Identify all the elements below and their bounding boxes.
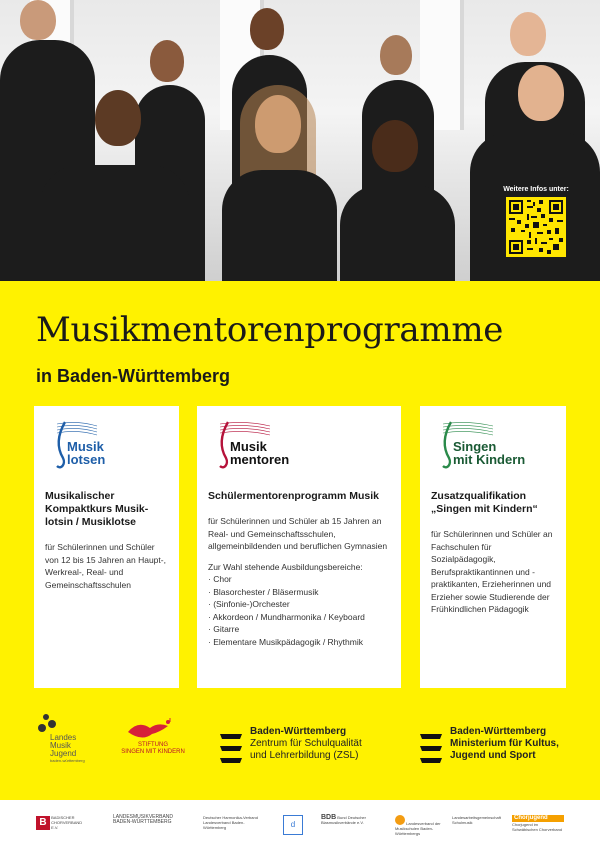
card-text: für Schülerinnen und Schüler von 12 bis 15 Jahren an Haupt-, Werkreal-, Real- und Gemeinschaftsschulen xyxy=(45,542,166,590)
list-item: · Chor xyxy=(208,573,390,586)
sun-icon xyxy=(395,815,405,825)
lmj-line: Landes xyxy=(50,733,77,742)
zsl-line: Baden-Württemberg xyxy=(250,726,347,737)
logo-line: mentoren xyxy=(230,452,290,467)
page-subtitle: in Baden-Württemberg xyxy=(36,366,231,386)
stiftung-line: SINGEN MIT KINDERN xyxy=(121,749,185,755)
singer-head xyxy=(510,12,546,56)
zsl-line: Zentrum für Schulqualität xyxy=(250,738,362,749)
footer-logo-label: Landesarbeitsgemeinschaft Schulmusik xyxy=(452,815,501,825)
musiklotsen-logo-text xyxy=(67,440,105,466)
footer-logo-label: Deutscher Harmonika-Verband Landesverband Baden-Württemberg xyxy=(203,815,258,830)
bdb-logo: BDB Bund Deutscher Blasmusikverbände e.V. xyxy=(321,814,366,825)
card-text: für Schülerinnen und Schüler ab 15 Jahren an Real- und Gemeinschaftsschulen, allgemeinbildenden und beruflichen Gymnasien xyxy=(208,516,388,551)
list-item: · (Sinfonie-)Orchester xyxy=(208,598,390,611)
page-title: Musikmentorenprogramme xyxy=(36,310,504,350)
training-areas-list xyxy=(208,573,390,648)
zsl-line: und Lehrerbildung (ZSL) xyxy=(250,750,359,761)
lmj-line: Jugend xyxy=(50,749,77,758)
logo-line: Musik xyxy=(67,439,104,454)
card-list-intro: Zur Wahl stehende Ausbildungsbereiche: xyxy=(208,561,363,572)
footer-logo-label: BADISCHER CHORVERBAND E.V. xyxy=(51,815,83,830)
singer-head xyxy=(372,120,418,172)
footer-logo-label: Bund Deutscher Blasmusikverbände e.V. xyxy=(321,815,366,825)
qr-code-pattern xyxy=(509,200,563,254)
singer-body xyxy=(340,185,455,281)
lmj-line: Musik xyxy=(50,741,71,750)
ministerium-line: Jugend und Sport xyxy=(450,750,536,761)
ministerium-line: Ministerium für Kultus, xyxy=(450,738,559,749)
logo-line: Singen xyxy=(453,439,497,454)
card-heading: Schülermentorenprogramm Musik xyxy=(208,490,379,502)
card-musiklotsen xyxy=(34,406,179,688)
chorjugend-logo xyxy=(512,815,564,832)
musikschulen-logo xyxy=(395,815,450,836)
harmonika-verband-logo xyxy=(203,815,263,830)
list-item: · Blasorchester / Bläsermusik xyxy=(208,586,390,599)
schulmusik-logo xyxy=(452,815,502,825)
singer-head xyxy=(150,40,184,82)
qr-code[interactable] xyxy=(506,197,566,257)
card-text: für Schülerinnen und Schüler an Fachschulen für Sozialpädagogik, Berufspraktikantinnen und -praktikanten, Erzieherinnen und Erzieher sowie Studierende der Frühkindlichen Pädagogik xyxy=(431,529,553,614)
singer-head xyxy=(20,0,56,40)
lmj-line: baden-württemberg xyxy=(50,758,85,763)
qr-caption: Weitere Infos unter: xyxy=(503,186,569,193)
singer-head xyxy=(518,65,564,121)
singer-head xyxy=(380,35,412,75)
singer-body xyxy=(222,170,337,281)
footer-logo-label: Chorjugend im Schwäbischen Chorverband xyxy=(512,822,563,832)
logo-line: mit Kindern xyxy=(453,452,526,467)
singen-mit-kindern-logo xyxy=(431,416,555,476)
ministerium-line: Baden-Württemberg xyxy=(450,726,547,737)
musiklotsen-logo xyxy=(45,416,168,476)
bird-icon xyxy=(124,718,176,744)
card-heading: Musikalischer Kompaktkurs Musiklotsin / Musiklotse xyxy=(45,490,149,528)
singen-logo-text xyxy=(453,440,525,466)
hero-photo xyxy=(0,0,600,281)
chorjugend-badge: Chorjugend xyxy=(512,815,564,822)
singer-head xyxy=(250,8,284,50)
badischer-chorverband-logo xyxy=(36,815,89,830)
musikmentoren-logo-text xyxy=(230,440,289,466)
stiftung-line: STIFTUNG xyxy=(138,742,168,748)
landesmusikverband-logo xyxy=(113,815,193,825)
lions-crest-icon xyxy=(218,730,246,770)
footer-logo-label: Landesverband der Musikschulen Baden-Württembergs xyxy=(395,821,441,836)
footer-logo-label: LANDESMUSIKVERBAND BADEN-WÜRTTEMBERG xyxy=(113,814,174,825)
qr-panel xyxy=(499,186,573,270)
list-item: · Akkordeon / Mundharmonika / Keyboard xyxy=(208,611,390,624)
dhv-icon: d xyxy=(283,815,303,835)
lions-crest-icon xyxy=(418,730,446,770)
singer-body xyxy=(40,165,190,281)
list-item: · Gitarre xyxy=(208,623,390,636)
musikmentoren-logo xyxy=(208,416,390,476)
chorverband-icon: B xyxy=(36,816,50,830)
card-singen-mit-kindern xyxy=(420,406,566,688)
logo-line: Musik xyxy=(230,439,267,454)
list-item: · Elementare Musikpädagogik / Rhythmik xyxy=(208,636,390,649)
card-heading: Zusatzqualifikation „Singen mit Kindern“ xyxy=(431,490,538,515)
logo-line: lotsen xyxy=(67,452,106,467)
singer-head xyxy=(95,90,141,146)
card-musikmentoren xyxy=(197,406,401,688)
